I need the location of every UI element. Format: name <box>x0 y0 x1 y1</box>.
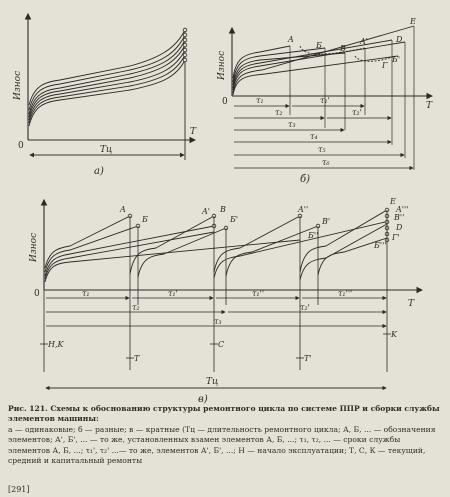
panel-a-x-end: T <box>190 127 197 137</box>
svg-text:τ₆: τ₆ <box>322 158 330 167</box>
svg-text:τ₁''': τ₁''' <box>338 289 353 298</box>
svg-text:τ₂': τ₂' <box>352 108 362 117</box>
panel-a <box>28 14 195 160</box>
figure-caption <box>8 404 444 466</box>
panel-c <box>40 200 422 388</box>
panel-c-event-labels <box>47 330 398 363</box>
svg-text:τ₃: τ₃ <box>214 317 222 326</box>
panel-b-drops <box>290 26 414 170</box>
svg-text:B: B <box>340 44 346 53</box>
panel-a-wear-curves <box>29 30 185 126</box>
panel-c-drops <box>44 210 387 372</box>
panel-c-ylabel: Износ <box>29 232 39 262</box>
panel-c-label: в) <box>198 394 208 405</box>
svg-text:D: D <box>396 223 403 232</box>
panel-b-origin: 0 <box>222 97 228 107</box>
svg-text:τ₁'': τ₁'' <box>252 289 265 298</box>
panel-c-interval-labels <box>82 289 352 326</box>
svg-text:Б''': Б''' <box>374 241 387 250</box>
panel-a-origin: 0 <box>18 141 24 151</box>
svg-text:A': A' <box>202 207 210 216</box>
svg-text:τ₂: τ₂ <box>132 303 140 312</box>
svg-text:τ₅: τ₅ <box>318 145 326 154</box>
svg-text:Б': Б' <box>230 215 239 224</box>
svg-text:E: E <box>390 197 396 206</box>
panel-a-period: Tц <box>100 145 113 155</box>
svg-text:A'': A'' <box>298 205 309 214</box>
svg-text:τ₄: τ₄ <box>310 132 318 141</box>
svg-text:T': T' <box>304 354 312 363</box>
svg-text:T: T <box>134 354 140 363</box>
svg-text:τ₁': τ₁' <box>168 289 178 298</box>
panel-b-label: б) <box>300 174 311 185</box>
svg-text:B'': B'' <box>394 213 405 222</box>
svg-text:A: A <box>288 35 294 44</box>
svg-text:A: A <box>120 205 126 214</box>
svg-text:τ₃: τ₃ <box>288 120 296 129</box>
svg-text:Г: Г <box>382 61 388 70</box>
svg-text:B': B' <box>322 217 331 226</box>
panel-c-replacement-points <box>128 208 389 242</box>
svg-text:τ₁: τ₁ <box>82 289 90 298</box>
panel-b-ylabel: Износ <box>217 50 227 80</box>
svg-text:D: D <box>396 35 403 44</box>
svg-text:B: B <box>220 205 226 214</box>
panel-c-interval-arrows <box>46 298 386 388</box>
panel-c-wear-curves <box>45 210 387 282</box>
svg-text:A': A' <box>360 37 368 46</box>
svg-text:τ₂: τ₂ <box>275 108 283 117</box>
svg-text:H,K: H,K <box>48 340 64 349</box>
svg-text:Б': Б' <box>392 55 401 64</box>
svg-text:τ₁': τ₁' <box>320 96 330 105</box>
panel-c-period: Tц <box>206 377 219 387</box>
svg-text:K: K <box>391 330 397 339</box>
caption-body: а — одинаковые; б — разные; в — кратные (Tц — длительность ремонтного цикла; А, Б, ... — обозначения элементов; А', Б', ... — то же, установленных взамен элементов А, Б, ...; τ₁, τ₂, ... — сроки службы элементов А, Б, ...; τ₁', τ₂' ...— то же, элементов А', Б', ...; Н — начало эксплуатации; Т, С, К — текущий, средний и капитальный ремонты <box>8 424 436 466</box>
svg-text:E: E <box>410 17 416 26</box>
caption-lead: Рис. 121. Схемы к обоснованию структуры ремонтного цикла по системе ППР и сборки службы элементов машины: <box>8 404 440 424</box>
panel-b-interval-labels <box>256 96 362 167</box>
panel-c-origin: 0 <box>34 289 40 299</box>
svg-text:Б: Б <box>142 215 148 224</box>
svg-text:τ₂': τ₂' <box>300 303 310 312</box>
svg-text:A''': A''' <box>396 205 409 214</box>
page-number: [291] <box>8 485 30 494</box>
svg-text:τ₁: τ₁ <box>256 96 264 105</box>
panel-b-x-end: T <box>426 101 433 111</box>
panel-a-ylabel: Износ <box>13 70 23 100</box>
svg-text:Б'': Б'' <box>308 231 319 240</box>
svg-text:Б: Б <box>316 41 322 50</box>
panel-a-label: а) <box>94 166 104 177</box>
svg-text:Г': Г' <box>392 233 400 242</box>
panel-c-x-end: T <box>408 299 415 309</box>
svg-text:C: C <box>218 340 225 349</box>
panel-c-event-ticks <box>40 334 391 358</box>
